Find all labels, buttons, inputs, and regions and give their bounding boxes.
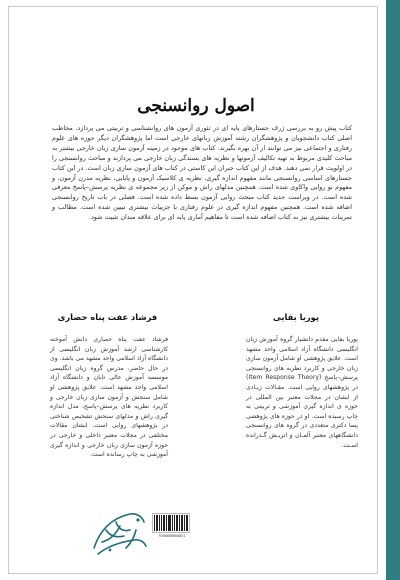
- author-bio-1-text: پوریا بقایی مقدم دانشیار گروه آموزش زبان انگلیسی دانشگاه آزاد اسلامی واحد مشهد است. علایق پژوهشی او شامل آزمون سازی زبان خارجی و کاربرد نظریه های روانسنجی پرسش–پاسخ (Item Response Theory) در پژوهشهای روایی است. مقـالات زیـادی از ایشان در مجلات معتبر بین المللی در حوزه ی اندازه گیری آموزشی و تربیتی به چاپ رسیده است. او در حوزه های پژوهشی پسا دکتری متعددی در گروه های روانسنجی دانشگاههای معتبر آلمـان و اتریـش گـذرانده اسـت.: [246, 336, 359, 449]
- cover-border: [8, 6, 378, 574]
- author-bio-1: [246, 335, 358, 450]
- book-title: اصول روانسنجی: [137, 96, 255, 116]
- barcode-icon: [153, 514, 189, 532]
- author-name-2: فرشاد عفت پناه حصاری: [57, 312, 158, 322]
- author-bio-2: [50, 335, 168, 460]
- author-name-1: پوریا بقایی: [273, 312, 319, 322]
- publisher-logo: [86, 500, 154, 564]
- isbn-number: 9786008960851: [158, 534, 186, 538]
- author-bio-2-text: فرشاد عفت پناه حصاری دانش آموخته کارشناسی ارشد آموزش زبان انگلیسی از دانشگاه آزاد اسلامی واحد مشهد می باشد. وی در حال حاضر، مدرس گروه زبان انگلیسی موسسه آموزش عالی تابان و دانشگاه آزاد اسلامی واحد مشهد است. علایق پژوهشی او شامل سنجش و آزمون سازی زبان خارجی و کاربرد نظریه های پرسش–پاسخ، مدل اندازه گیری راش و مدلهای سنجش تشخیص شناختی در پژوهشهای روایی است. ایشان مقالات مختلفی در مجلات معتبر داخلی و خارجی در حوزه آزمون سازی زبان خارجی و اندازه گیری آموزشی به چاپ رسانده است.: [50, 336, 168, 459]
- isbn-barcode: [152, 513, 190, 533]
- spine-stripe: [386, 0, 400, 580]
- description-paragraph: کتاب پیش رو به بررسی ژرف جستارهای پایه ای در تئوری آزمون های روانشناسی و تربیتی می پردازد. مخاطب اصلی کتاب دانشجویان و پژوهشگران رشته آموزش زبانهای خارجی است اما پژوهشگران دیگر حوزه های علوم رفتاری و اجتماعی نیز می توانند از آن بهره بگیرند. کتاب های موجود در زمینه آزمون سازی زبان خارجی بیشتر به مباحث کلیدی مربوط به تهیه تکالیف آزمونها و نظریه های بسندگی زبان خارجی می پردازند و مباحث روانسنجی را در اولویت قرار نمی دهند. هدف از این کتاب جبران این کاستی در کتاب های آزمون سازی زبان است. در این کتاب جستارهای اساسی روانسنجی مانند مفهوم اندازه گیری، نظریه ی کلاسیک آزمون و پایایی، نظریه مدرن آزمون، و مفهوم نو روایی واکاوی شده است. همچنین مدلهای راش و موکن از زیر مجموعه ی نظریه پرسش–پاسخ معرفی شده است. در ویراست جدید کتاب مبحث روایی آزمون بسط داده شده است. فصلی در باب تاریخ روانسنجی اضافه شده است. همچنین مفهوم اندازه گیری در علوم رفتاری با جزییات بیشتری تبیین شده است. مطالب و تمرینات بیشتری نیز به کتاب اضافه شده است تا مفاهیم آماری پایه ای برای علاقه مندان تثبیت شود.: [52, 124, 352, 222]
- publisher-logo-icon: [86, 500, 154, 564]
- book-description: [52, 124, 352, 223]
